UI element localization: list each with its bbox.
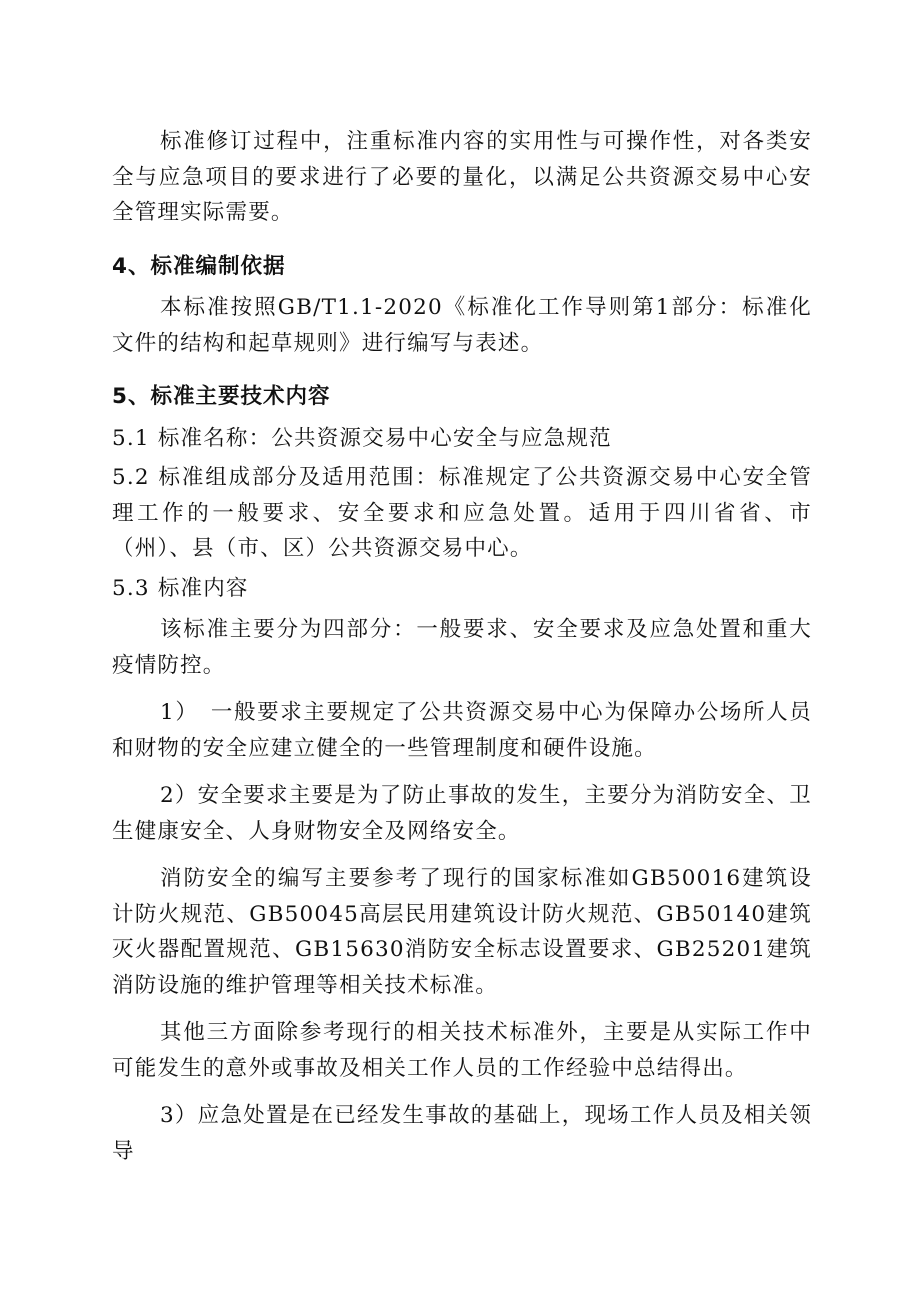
paragraph-item-3: 3）应急处置是在已经发生事故的基础上，现场工作人员及相关领导 — [112, 1103, 812, 1164]
paragraph-item-1: 1） 一般要求主要规定了公共资源交易中心为保障办公场所人员和财物的安全应建立健全的一些管理制度和硬件设施。 — [112, 700, 812, 761]
heading-basis: 4、标准编制依据 — [112, 253, 286, 279]
document-page — [112, 124, 812, 1169]
section-5-1: 5.1 标准名称：公共资源交易中心安全与应急规范 — [112, 425, 612, 451]
paragraph-four-parts: 该标准主要分为四部分：一般要求、安全要求及应急处置和重大疫情防控。 — [112, 617, 812, 678]
paragraph-fire-safety: 消防安全的编写主要参考了现行的国家标准如GB50016建筑设计防火规范、GB50045高层民用建筑设计防火规范、GB50140建筑灭火器配置规范、GB15630消防安全标志设置要求、GB25201建筑消防设施的维护管理等相关技术标准。 — [112, 866, 812, 998]
paragraph-item-2: 2）安全要求主要是为了防止事故的发生，主要分为消防安全、卫生健康安全、人身财物安全及网络安全。 — [112, 783, 812, 844]
paragraph-basis: 本标准按照GB/T1.1-2020《标准化工作导则第1部分：标准化文件的结构和起草规则》进行编写与表述。 — [112, 295, 812, 356]
section-5-3: 5.3 标准内容 — [112, 575, 249, 601]
paragraph-other-aspects: 其他三方面除参考现行的相关技术标准外，主要是从实际工作中可能发生的意外或事故及相关工作人员的工作经验中总结得出。 — [112, 1020, 812, 1081]
section-5-2: 5.2 标准组成部分及适用范围：标准规定了公共资源交易中心安全管理工作的一般要求、安全要求和应急处置。适用于四川省省、市（州）、县（市、区）公共资源交易中心。 — [112, 465, 812, 561]
heading-technical-content: 5、标准主要技术内容 — [112, 384, 331, 409]
paragraph-revision-process: 标准修订过程中，注重标准内容的实用性与可操作性，对各类安全与应急项目的要求进行了必要的量化，以满足公共资源交易中心安全管理实际需要。 — [112, 129, 812, 225]
